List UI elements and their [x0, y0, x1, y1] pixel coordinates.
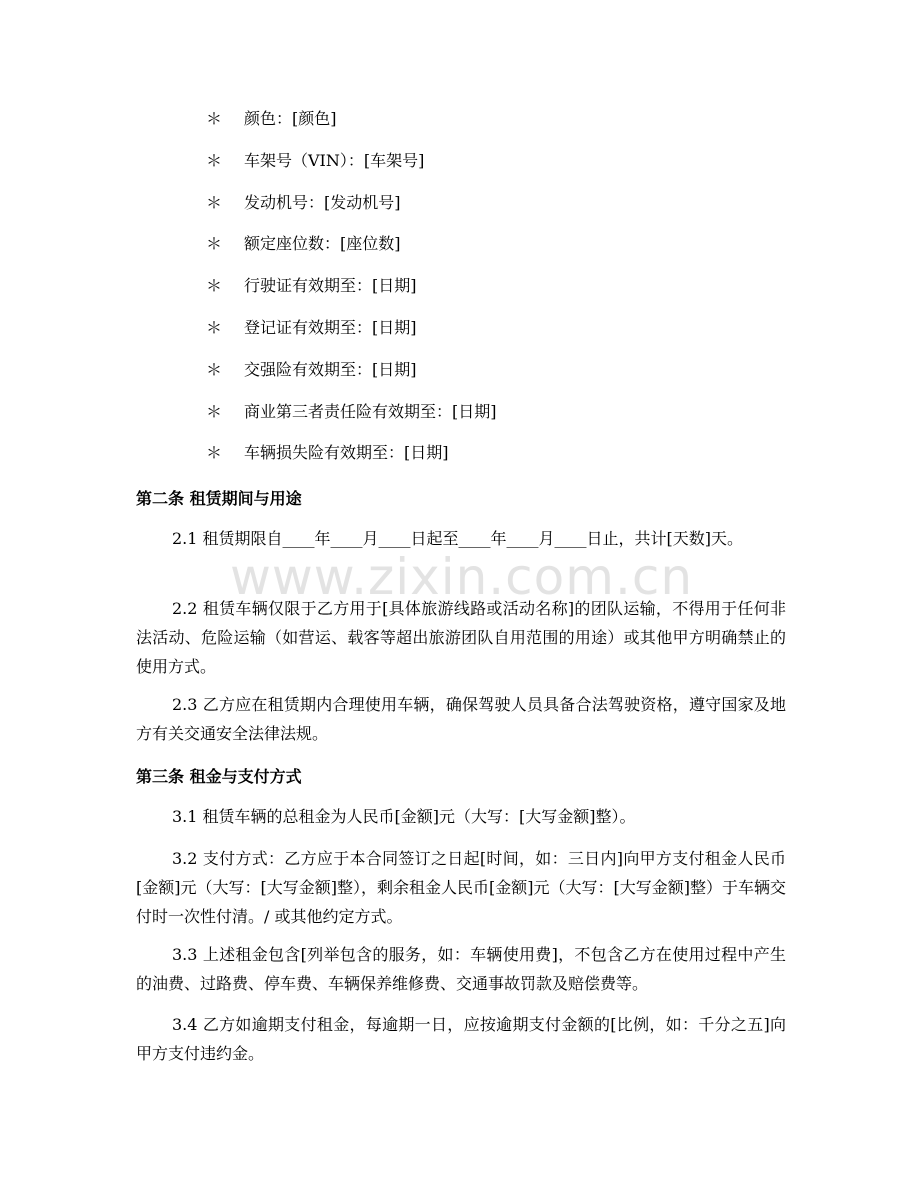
bullet-mark: ＊ — [206, 401, 223, 421]
bullet-mark: ＊ — [206, 234, 223, 254]
bullet-mark: ＊ — [206, 359, 223, 379]
list-item — [0, 307, 920, 349]
bullet-mark: ＊ — [206, 192, 223, 212]
list-item-text: 车架号（VIN）：[车架号] — [244, 150, 425, 170]
vehicle-info-list — [0, 98, 920, 474]
list-item — [0, 265, 920, 307]
bullet-mark: ＊ — [206, 317, 223, 337]
list-item-text: 行驶证有效期至：[日期] — [244, 276, 417, 296]
list-item-text: 交强险有效期至：[日期] — [244, 359, 417, 379]
clause-paragraph: 2.1 租赁期限自____年____月____日起至____年____月____日止，共计[天数]天。 — [172, 529, 744, 548]
bullet-mark: ＊ — [206, 109, 223, 128]
clause-paragraph: 2.2 租赁车辆仅限于乙方用于[具体旅游线路或活动名称]的团队运输，不得用于任何非法活动、危险运输（如营运、载客等超出旅游团队自用范围的用途）或其他甲方明确禁止的使用方式。 — [136, 599, 786, 676]
section-heading: 第二条 租赁期间与用途 — [136, 489, 302, 508]
list-item — [0, 432, 920, 474]
list-item — [0, 349, 920, 391]
list-item-text: 商业第三者责任险有效期至：[日期] — [244, 401, 497, 421]
clause-paragraph: 3.1 租赁车辆的总租金为人民币[金额]元（大写：[大写金额]整）。 — [172, 807, 636, 826]
list-item — [0, 223, 920, 265]
bullet-mark: ＊ — [206, 276, 223, 296]
clause-paragraph: 2.3 乙方应在租赁期内合理使用车辆，确保驾驶人员具备合法驾驶资格，遵守国家及地方有关交通安全法律法规。 — [136, 695, 786, 743]
list-item — [0, 140, 920, 182]
list-item-text: 车辆损失险有效期至：[日期] — [244, 443, 449, 463]
watermark: www.zixin.com.cn — [230, 548, 694, 606]
clause-paragraph: 3.4 乙方如逾期支付租金，每逾期一日，应按逾期支付金额的[比例，如：千分之五]向甲方支付违约金。 — [136, 1015, 786, 1063]
list-item — [0, 182, 920, 224]
bullet-mark: ＊ — [206, 443, 223, 463]
list-item-text: 额定座位数：[座位数] — [244, 234, 401, 254]
bullet-mark: ＊ — [206, 150, 223, 170]
list-item — [0, 98, 920, 140]
list-item-text: 发动机号：[发动机号] — [244, 192, 401, 212]
list-item-text: 颜色：[颜色] — [244, 109, 337, 128]
list-item — [0, 391, 920, 433]
clause-paragraph: 3.2 支付方式：乙方应于本合同签订之日起[时间，如：三日内]向甲方支付租金人民币[金额]元（大写：[大写金额]整），剩余租金人民币[金额]元（大写：[大写金额]整）于车辆交付时一次性付清。/ 或其他约定方式。 — [136, 849, 786, 926]
list-item-text: 登记证有效期至：[日期] — [244, 317, 417, 337]
clause-paragraph: 3.3 上述租金包含[列举包含的服务，如：车辆使用费]，不包含乙方在使用过程中产生的油费、过路费、停车费、车辆保养维修费、交通事故罚款及赔偿费等。 — [136, 945, 786, 993]
section-heading: 第三条 租金与支付方式 — [136, 767, 302, 786]
